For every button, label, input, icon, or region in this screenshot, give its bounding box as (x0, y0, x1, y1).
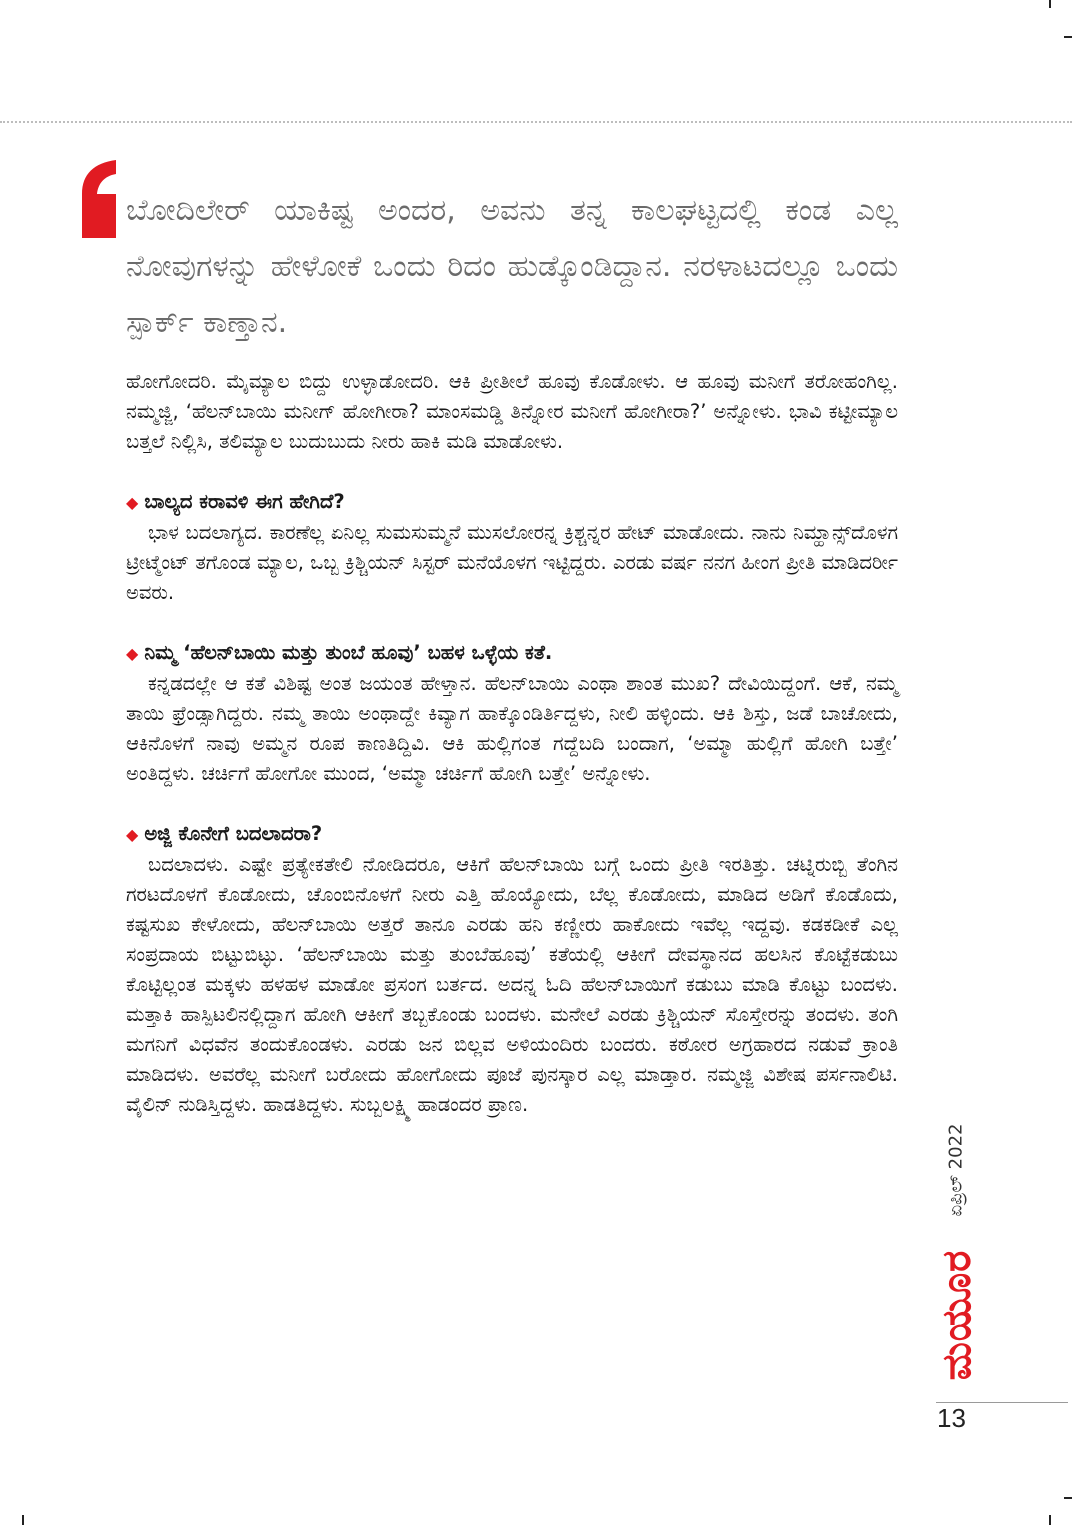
magazine-logo-text: ಮಯೂರ (934, 1249, 980, 1381)
diamond-bullet-icon: ◆ (126, 493, 139, 512)
crop-mark-bottom-left (22, 1515, 24, 1525)
interview-question (126, 638, 898, 669)
issue-date (926, 1100, 986, 1240)
question-text: ನಿಮ್ಮ ‘ಹೆಲನ್‌ಬಾಯಿ ಮತ್ತು ತುಂಬೆ ಹೂವು’ ಬಹಳ ಒಳ್ಳೆಯ ಕತೆ. (144, 641, 553, 664)
interview-question (126, 819, 898, 850)
crop-mark-right-bottom (1064, 1497, 1072, 1499)
interview-answer: ಕನ್ನಡದಲ್ಲೇ ಆ ಕತೆ ವಿಶಿಷ್ಟ ಅಂತ ಜಯಂತ ಹೇಳ್ತಾನ. ಹೆಲನ್‌ಬಾಯಿ ಎಂಥಾ ಶಾಂತ ಮುಖ? ದೇವಿಯಿದ್ದಂಗೆ. ಆಕೆ, ನಮ್ಮ ತಾಯಿ ಫ್ರೆಂಡ್ಸಾಗಿದ್ದರು. ನಮ್ಮ ತಾಯಿ ಅಂಥಾದ್ದೇ ಕಿವ್ಯಾಗ ಹಾಕ್ಕೊಂಡಿರ್ತಿದ್ದಳು, ನೀಲಿ ಹಳ್ಳಿಂದು. ಆಕಿ ಶಿಸ್ತು, ಜಡೆ ಬಾಚೋದು, ಆಕಿನೊಳಗೆ ನಾವು ಅಮ್ಮನ ರೂಪ ಕಾಣತಿದ್ದಿವಿ. ಆಕಿ ಹುಲ್ಲಿಗಂತ ಗದ್ದೆಬದಿ ಬಂದಾಗ, ‘ಅಮ್ಮಾ ಹುಲ್ಲಿಗೆ ಹೋಗಿ ಬತ್ತೇ’ ಅಂತಿದ್ದಳು. ಚರ್ಚಿಗೆ ಹೋಗೋ ಮುಂದ, ‘ಅಮ್ಮಾ ಚರ್ಚಿಗೆ ಹೋಗಿ ಬತ್ತೇ’ ಅನ್ನೋಳು. (126, 672, 898, 785)
pull-quote (126, 183, 898, 351)
question-text: ಬಾಲ್ಯದ ಕರಾವಳಿ ಈಗ ಹೇಗಿದೆ? (144, 490, 345, 513)
pull-quote-text: ಬೋದಿಲೇರ್ ಯಾಕಿಷ್ಟ ಅಂದರ, ಅವನು ತನ್ನ ಕಾಲಘಟ್ಟದಲ್ಲಿ ಕಂಡ ಎಲ್ಲ ನೋವುಗಳನ್ನು ಹೇಳೋಕೆ ಒಂದು ರಿದಂ ಹುಡ್ಕೊಂಡಿದ್ದಾನ. ನರಳಾಟದಲ್ಲೂ ಒಂದು ಸ್ಪಾರ್ಕ್ ಕಾಣ್ತಾನ. (126, 193, 898, 340)
interview-answer: ಬದಲಾದಳು. ಎಷ್ಟೇ ಪ್ರತ್ಯೇಕತೇಲಿ ನೋಡಿದರೂ, ಆಕಿಗೆ ಹೆಲನ್‌ಬಾಯಿ ಬಗ್ಗೆ ಒಂದು ಪ್ರೀತಿ ಇರತಿತ್ತು. ಚಟ್ನಿರುಬ್ಬಿ ತೆಂಗಿನ ಗರಟದೊಳಗೆ ಕೊಡೋದು, ಚೊಂಬಿನೊಳಗೆ ನೀರು ಎತ್ತಿ ಹೊಯ್ಯೋದು, ಬೆಲ್ಲ ಕೊಡೋದು, ಮಾಡಿದ ಅಡಿಗೆ ಕೊಡೊದು, ಕಷ್ಟಸುಖ ಕೇಳೋದು, ಹೆಲನ್‌ಬಾಯಿ ಅತ್ತರೆ ತಾನೂ ಎರಡು ಹನಿ ಕಣ್ಣೀರು ಹಾಕೋದು ಇವೆಲ್ಲ ಇದ್ದವು. ಕಡಕಡೀಕೆ ಎಲ್ಲ ಸಂಪ್ರದಾಯ ಬಿಟ್ಟುಬಿಟ್ಳು. ‘ಹೆಲನ್‌ಬಾಯಿ ಮತ್ತು ತುಂಬೆಹೂವು’ ಕತೆಯಲ್ಲಿ ಆಕೀಗೆ ದೇವಸ್ಥಾನದ ಹಲಸಿನ ಕೊಟ್ಟೆಕಡುಬು ಕೊಟ್ಟಿಲ್ಲಂತ ಮಕ್ಕಳು ಹಳಹಳ ಮಾಡೋ ಪ್ರಸಂಗ ಬರ್ತದ. ಅದನ್ನ ಓದಿ ಹೆಲನ್‌ಬಾಯಿಗೆ ಕಡುಬು ಮಾಡಿ ಕೊಟ್ಟು ಬಂದಳು. ಮತ್ತಾಕಿ ಹಾಸ್ಪಿಟಲಿನಲ್ಲಿದ್ದಾಗ ಹೋಗಿ ಆಕೀಗೆ ತಬ್ಬಕೊಂಡು ಬಂದಳು. ಮನೇಲೆ ಎರಡು ಕ್ರಿಶ್ಚಿಯನ್ ಸೊಸ್ತೇರನ್ನು ತಂದಳು. ತಂಗಿ ಮಗನಿಗೆ ವಿಧವೆನ ತಂದುಕೊಂಡಳು. ಎರಡು ಜನ ಬಿಲ್ಲವ ಅಳಿಯಂದಿರು ಬಂದರು. ಕಠೋರ ಅಗ್ರಹಾರದ ನಡುವೆ ಕ್ರಾಂತಿ ಮಾಡಿದಳು. ಅವರೆಲ್ಲ ಮನೀಗೆ ಬರೋದು ಹೋಗೋದು ಪೂಜೆ ಪುನಸ್ಕಾರ ಎಲ್ಲ ಮಾಡ್ತಾರ. ನಮ್ಮಜ್ಜಿ ವಿಶೇಷ ಪರ್ಸನಾಲಿಟಿ. ವೈಲಿನ್ ನುಡಿಸ್ತಿದ್ದಳು. ಹಾಡತಿದ್ದಳು. ಸುಬ್ಬಲಕ್ಷ್ಮಿ ಹಾಡಂದರ ಪ್ರಾಣ. (126, 853, 898, 1116)
diamond-bullet-icon: ◆ (126, 644, 139, 663)
issue-date-text: ಏಪ್ರಿಲ್ 2022 (945, 1123, 967, 1217)
quote-mark-icon (76, 160, 124, 238)
article-body (126, 367, 898, 1120)
page-number: 13 (937, 1403, 966, 1433)
crop-mark-top (1049, 0, 1051, 8)
interview-answer: ಭಾಳ ಬದಲಾಗ್ಯದ. ಕಾರಣೆಲ್ಲ ಏನಿಲ್ಲ ಸುಮಸುಮ್ಮನೆ ಮುಸಲೋರನ್ನ ಕ್ರಿಶ್ಚನ್ನರ ಹೇಟ್ ಮಾಡೋದು. ನಾನು ನಿಮ್ಹಾನ್ಸ್‌ದೊಳಗ ಟ್ರೀಟ್ಮೆಂಟ್ ತಗೊಂಡ ಮ್ಯಾಲ, ಒಬ್ಬ ಕ್ರಿಶ್ಚಿಯನ್ ಸಿಸ್ಟರ್ ಮನೆಯೊಳಗ ಇಟ್ಟಿದ್ದರು. ಎರಡು ವರ್ಷ ನನಗ ಹೀಂಗ ಪ್ರೀತಿ ಮಾಡಿದರ್ರೀ ಅವರು. (126, 521, 898, 604)
article-paragraph: ಹೋಗೋದರಿ. ಮೈಮ್ಯಾಲ ಬಿದ್ದು ಉಳ್ಳಾಡೋದರಿ. ಆಕಿ ಪ್ರೀತೀಲೆ ಹೂವು ಕೊಡೋಳು. ಆ ಹೂವು ಮನೀಗೆ ತರೋಹಂಗಿಲ್ಲ. ನಮ್ಮಜ್ಜಿ, ‘ಹೆಲನ್‌ಬಾಯಿ ಮನೀಗ್ ಹೋಗೀರಾ? ಮಾಂಸಮಡ್ಡಿ ತಿನ್ನೋರ ಮನೀಗೆ ಹೋಗೀರಾ?’ ಅನ್ನೋಳು. ಭಾವಿ ಕಟ್ಟೀಮ್ಯಾಲ ಬತ್ತಲೆ ನಿಲ್ಲಿಸಿ, ತಲಿಮ್ಯಾಲ ಬುದುಬುದು ನೀರು ಹಾಕಿ ಮಡಿ ಮಾಡೋಳು. (126, 370, 898, 453)
magazine-logo (928, 1240, 986, 1390)
interview-question (126, 487, 898, 518)
dotted-divider (0, 121, 1072, 123)
crop-mark-bottom (1049, 1515, 1051, 1525)
question-text: ಅಜ್ಜಿ ಕೊನೇಗೆ ಬದಲಾದರಾ? (144, 822, 323, 845)
crop-mark-right-top (1064, 36, 1072, 38)
diamond-bullet-icon: ◆ (126, 825, 139, 844)
